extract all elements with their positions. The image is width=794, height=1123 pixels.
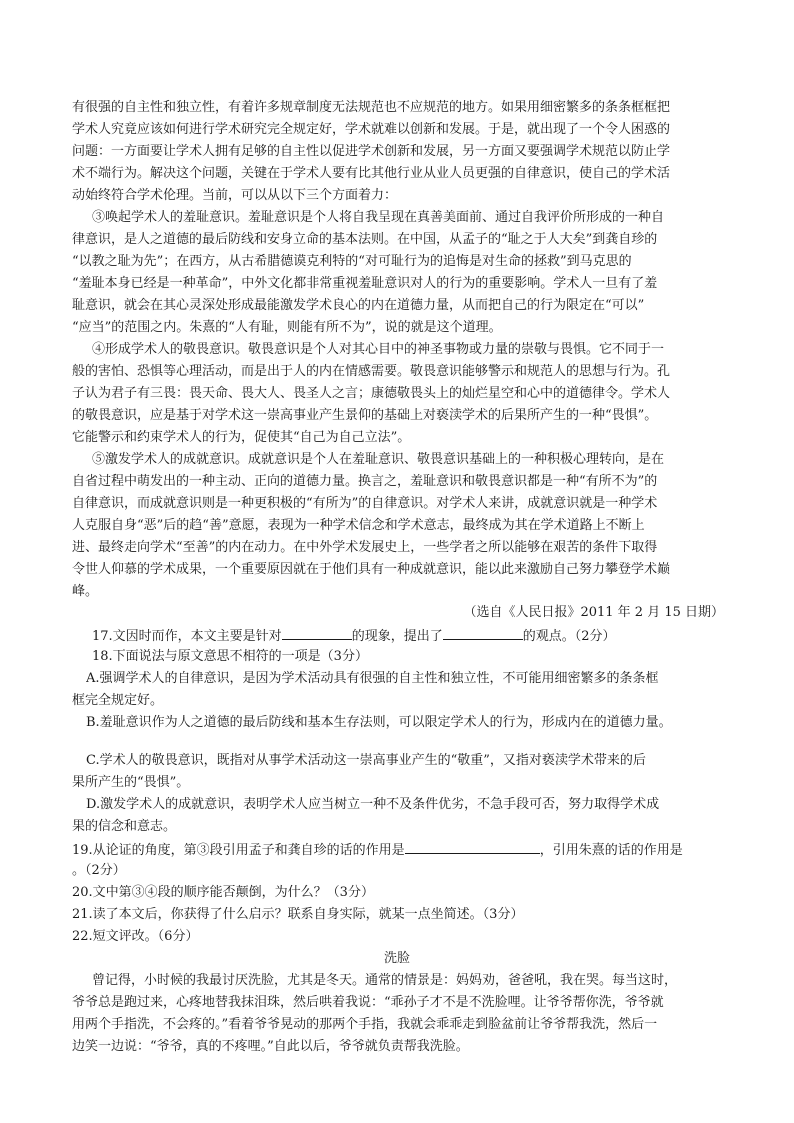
question-18-stem: 18.下面说法与原文意思不相符的一项是（3分） (92, 649, 368, 664)
text-line: ④形成学术人的敬畏意识。敬畏意识是个人对其心目中的神圣事物或力量的崇敬与畏惧。它不同于一 (92, 342, 665, 357)
text-line: 的敬畏意识，应是基于对学术这一崇高事业产生景仰的基础上对亵渎学术的后果所产生的一种“畏惧”。 (72, 408, 658, 423)
text-line: ⑤激发学术人的成就意识。成就意识是个人在羞耻意识、敬畏意识基础上的一种积极心理转向，是在 (92, 452, 665, 467)
essay-title: 洗脸 (383, 951, 410, 966)
question-text: 17.文因时而作，本文主要是针对 (92, 629, 282, 644)
option-a: 框完全规定好。 (72, 693, 164, 708)
source-citation: （选自《人民日报》2011 年 2 月 15 日期） (463, 605, 724, 620)
text-line: 有很强的自主性和独立性，有着许多规章制度无法规范也不应规范的地方。如果用细密繁多的条条框框把 (72, 100, 671, 115)
option-b: B.羞耻意识作为人之道德的最后防线和基本生存法则，可以限定学术人的行为，形成内在的道德力量。 (86, 715, 672, 730)
option-c: 果所产生的“畏惧”。 (72, 775, 190, 790)
text-line: “以教之耻为先”；在西方，从古希腊德谟克利特的“对可耻行为的追悔是对生命的拯救”到马克思的 (72, 254, 632, 269)
answer-blank[interactable] (282, 626, 352, 640)
option-c: C.学术人的敬畏意识，既指对从事学术活动这一崇高事业产生的“敬重”，又指对亵渎学术带来的后 (86, 753, 646, 768)
question-text: 的现象，提出了 (351, 629, 443, 644)
option-d: D.激发学术人的成就意识，表明学术人应当树立一种不及条件优劣，不急手段可否，努力取得学术成 (86, 797, 660, 812)
text-line: “羞耻本身已经是一种革命”，中外文化都非常重视羞耻意识对人的行为的重要影响。学术人一旦有了羞 (72, 276, 658, 291)
text-line: 自省过程中萌发出的一种主动、正向的道德力量。换言之，羞耻意识和敬畏意识都是一种“有所不为”的 (72, 474, 658, 489)
essay-line: 边笑一边说：“爷爷，真的不疼哩。”自此以后，爷爷就负责帮我洗脸。 (72, 1039, 469, 1054)
text-line: 峰。 (72, 584, 99, 599)
text-line: 进、最终走向学术“至善”的内在动力。在中外学术发展史上，一些学者之所以能够在艰苦的条件下取得 (72, 540, 658, 555)
text-line: 它能警示和约束学术人的行为，促使其“自己为自己立法”。 (72, 430, 411, 445)
answer-blank[interactable] (405, 840, 540, 854)
question-text: 19.从论证的角度，第③段引用孟子和龚自珍的话的作用是 (72, 843, 405, 858)
question-22: 22.短文评改。（6分） (72, 929, 199, 944)
essay-line: 用两个手指洗，不会疼的。”看着爷爷晃动的那两个手指，我就会乖乖走到脸盆前让爷爷帮我洗，然后一 (72, 1017, 658, 1032)
essay-line: 爷爷总是跑过来，心疼地替我抹泪珠，然后哄着我说：“乖孙子才不是不洗脸哩。让爷爷帮你洗，爷爷就 (72, 995, 664, 1010)
question-17 (92, 626, 724, 646)
option-a: A.强调学术人的自律意识，是因为学术活动具有很强的自主性和独立性，不可能用细密繁多的条条框 (86, 671, 659, 686)
text-line: 子认为君子有三畏：畏天命、畏大人、畏圣人之言；康德敬畏头上的灿烂星空和心中的道德律令。学术人 (72, 386, 671, 401)
question-text: ，引用朱熹的话的作用是 (539, 843, 683, 858)
answer-blank[interactable] (443, 626, 523, 640)
text-line: 问题：一方面要让学术人拥有足够的自主性以促进学术创新和发展，另一方面又要强调学术规范以防止学 (72, 144, 671, 159)
text-line: 耻意识，就会在其心灵深处形成最能激发学术良心的内在道德力量，从而把自己的行为限定在“可以” (72, 298, 645, 313)
essay-line: 曾记得，小时候的我最讨厌洗脸，尤其是冬天。通常的情景是：妈妈劝，爸爸吼，我在哭。每当这时， (92, 973, 678, 988)
question-19 (72, 840, 724, 860)
text-line: 自律意识，而成就意识则是一种更积极的“有所为”的自律意识。对学术人来讲，成就意识就是一种学术 (72, 496, 658, 511)
question-21: 21.读了本文后，你获得了什么启示？联系自身实际，就某一点坐简述。（3分） (72, 907, 524, 922)
text-line: 律意识，是人之道德的最后防线和安身立命的基本法则。在中国，从孟子的“耻之于人大矣”到龚自珍的 (72, 232, 658, 247)
text-line: 术不端行为。解决这个问题，关键在于学术人要有比其他行业从业人员更强的自律意识，使自己的学术活 (72, 166, 671, 181)
question-20: 20.文中第③④段的顺序能否颠倒，为什么？（3分） (72, 885, 374, 900)
question-19-line2: 。（2分） (72, 863, 126, 878)
text-line: ③唤起学术人的羞耻意识。羞耻意识是个人将自我呈现在真善美面前、通过自我评价所形成的一种自 (92, 210, 665, 225)
text-line: “应当”的范围之内。朱熹的“人有耻，则能有所不为”，说的就是这个道理。 (72, 320, 502, 335)
text-line: 般的害怕、恐惧等心理活动，而是出于人的内在情感需要。敬畏意识能够警示和规范人的思想与行为。孔 (72, 364, 671, 379)
text-line: 学术人究竟应该如何进行学术研究完全规定好，学术就难以创新和发展。于是，就出现了一个令人困惑的 (72, 122, 671, 137)
question-text: 的观点。（2分） (522, 629, 616, 644)
text-line: 动始终符合学术伦理。当前，可以从以下三个方面着力： (72, 188, 398, 203)
text-line: 人克服自身“恶”后的趋“善”意愿，表现为一种学术信念和学术意志，最终成为其在学术道路上不断上 (72, 518, 645, 533)
text-line: 令世人仰慕的学术成果，一个重要原因就在于他们具有一种成就意识，能以此来激励自己努力攀登学术巅 (72, 562, 671, 577)
option-d: 果的信念和意志。 (72, 819, 177, 834)
